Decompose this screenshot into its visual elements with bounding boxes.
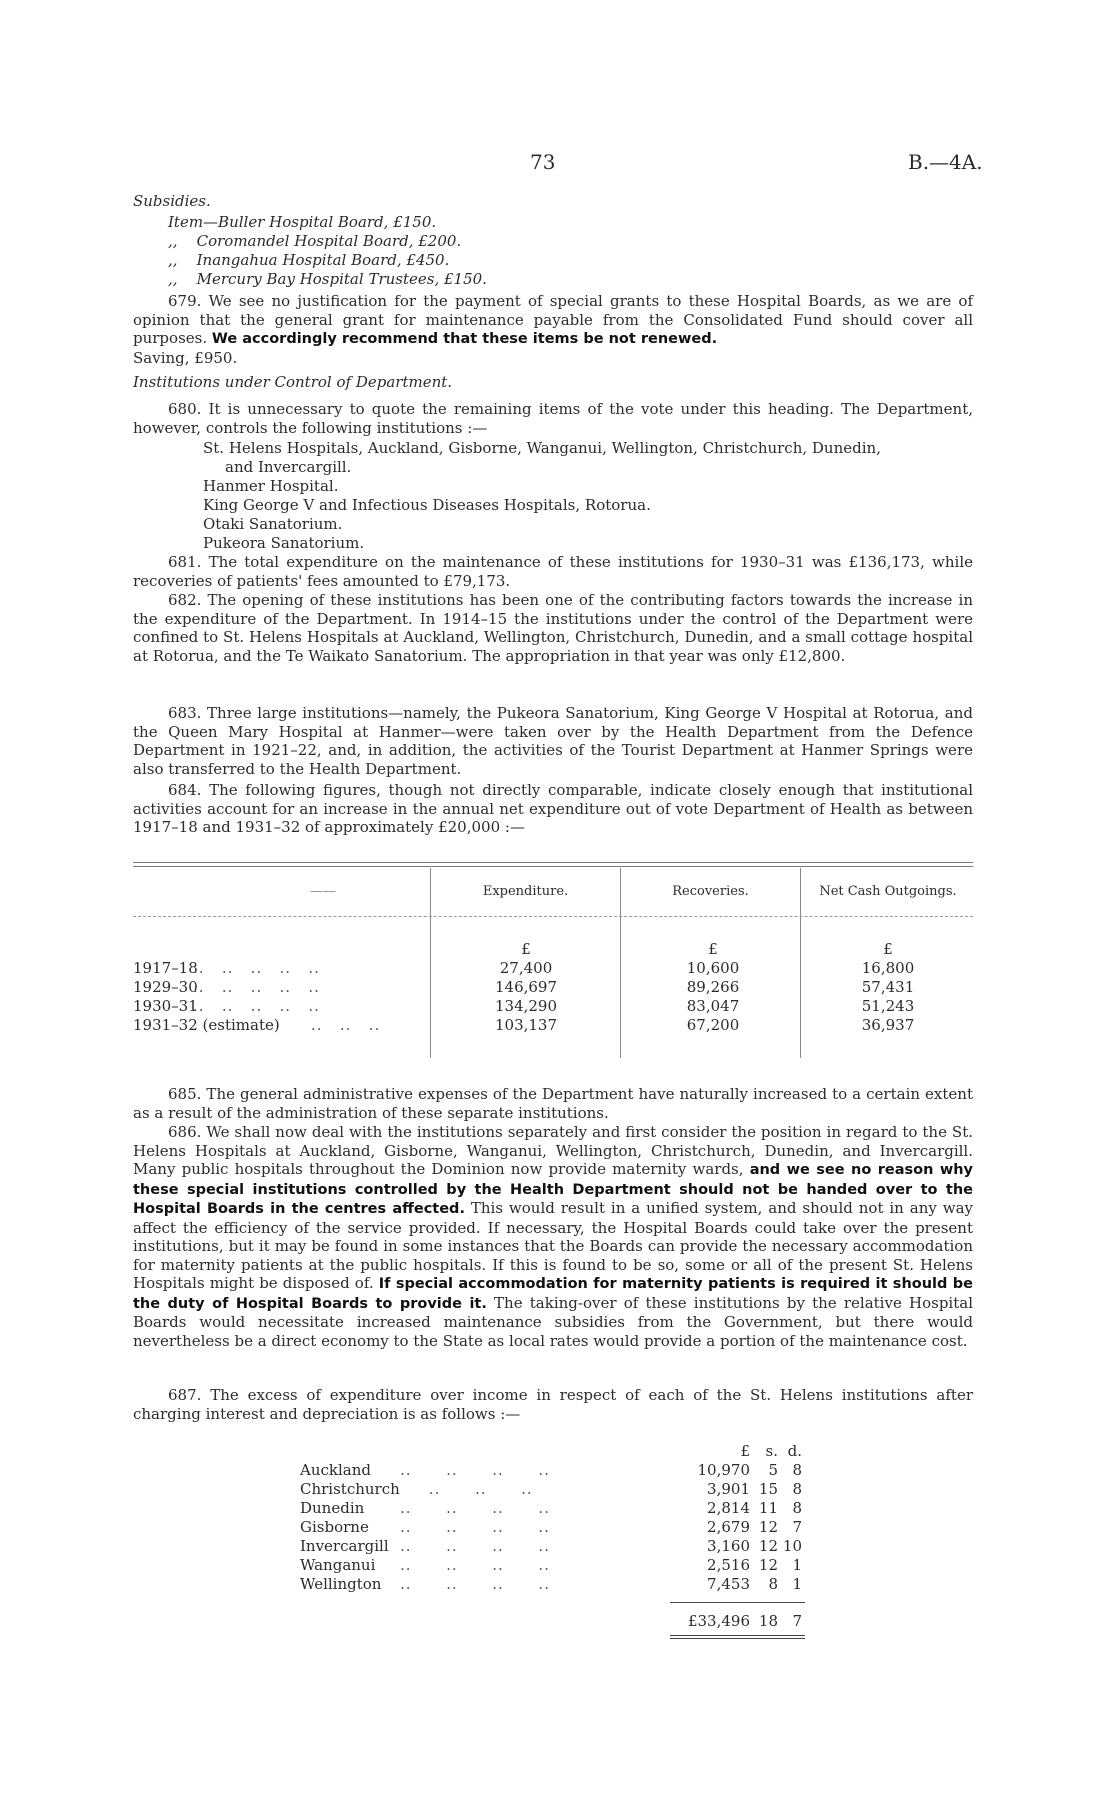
institution-list-item: Pukeora Sanatorium.	[203, 534, 365, 552]
table-row: Invercargill .. .. .. .. 3,160 12 10	[300, 1537, 802, 1555]
header-rule	[133, 916, 973, 917]
table-row: 1929–30 .. .. .. .. .. 146,697 89,266 57,431	[133, 978, 915, 996]
units-row: £ s. d.	[740, 1442, 802, 1460]
table-row: Christchurch .. .. .. 3,901 15 8	[300, 1480, 802, 1498]
institution-list-item: King George V and Infectious Diseases Hospitals, Rotorua.	[203, 496, 651, 514]
paragraph-684: 684. The following figures, though not directly comparable, indicate closely enough that institutional activities account for an increase in the annual net expenditure out of vote Department of Health as between 1917–18 and 1931–32 of approximately £20,000 :—	[133, 781, 973, 836]
total-double-rule	[670, 1635, 805, 1636]
table-row: Gisborne .. .. .. .. 2,679 12 7	[300, 1518, 802, 1536]
blank-header: ——	[310, 884, 336, 899]
subsidy-item: Item—Buller Hospital Board, £150.	[168, 213, 437, 231]
paragraph-680: 680. It is unnecessary to quote the remaining items of the vote under this heading. The Department, however, controls the following institutions :—	[133, 400, 973, 437]
paragraph-685: 685. The general administrative expenses of the Department have naturally increased to a certain extent as a result of the administration of these separate institutions.	[133, 1085, 973, 1122]
table-row: Auckland .. .. .. .. 10,970 5 8	[300, 1461, 802, 1479]
table-top-rule	[133, 866, 973, 867]
table-row: 1930–31 .. .. .. .. .. 134,290 83,047 51,243	[133, 997, 915, 1015]
subsidy-item: ,, Mercury Bay Hospital Trustees, £150.	[168, 270, 487, 288]
institution-list-item: Otaki Sanatorium.	[203, 515, 343, 533]
paragraph-682: 682. The opening of these institutions has been one of the contributing factors towards the increase in the expenditure of the Department. In 1914–15 the institutions under the control of the Department were confined to St. Helens Hospitals at Auckland, Wellington, Christchurch, Dunedin, and a small cottage hospital at Rotorua, and the Te Waikato Sanatorium. The appropriation in that year was only £12,800.	[133, 591, 973, 665]
table-row: 1931–32 (estimate) .. .. .. 103,137 67,200 36,937	[133, 1016, 915, 1034]
recommendation-bold: If special accommodation for maternity patients is required it should be the duty of Hospital Boards to provide it.	[133, 1276, 973, 1312]
institution-list-item: St. Helens Hospitals, Auckland, Gisborne, Wanganui, Wellington, Christchurch, Dunedin,	[203, 439, 881, 457]
institutions-heading: Institutions under Control of Department.	[133, 373, 453, 391]
subsidies-heading: Subsidies.	[133, 192, 211, 210]
table-row: Wanganui .. .. .. .. 2,516 12 1	[300, 1556, 802, 1574]
table-row: Dunedin .. .. .. .. 2,814 11 8	[300, 1499, 802, 1517]
total-row: £33,496 18 7	[687, 1612, 802, 1630]
saving-line: Saving, £950.	[133, 349, 238, 367]
total-double-rule	[670, 1638, 805, 1639]
table-row: Wellington .. .. .. .. 7,453 8 1	[300, 1575, 802, 1593]
paragraph-681: 681. The total expenditure on the maintenance of these institutions for 1930–31 was £136,173, while recoveries of patients' fees amounted to £79,173.	[133, 553, 973, 590]
paragraph-679: 679. We see no justification for the payment of special grants to these Hospital Boards, as we are of opinion that the general grant for maintenance payable from the Consolidated Fund should cover all purposes. We accordingly recommend that these items be not renewed.	[133, 292, 973, 347]
paragraph-687: 687. The excess of expenditure over income in respect of each of the St. Helens institutions after charging interest and depreciation is as follows :—	[133, 1386, 973, 1423]
table-row: 1917–18 .. .. .. .. .. 27,400 10,600 16,800	[133, 959, 915, 977]
recommendation-bold: and we see no reason why these special institutions controlled by the Health Department should not be handed over to the Hospital Boards in the centres affected.	[133, 1162, 973, 1217]
paragraph-686: 686. We shall now deal with the institutions separately and first consider the position in regard to the St. Helens Hospitals at Auckland, Gisborne, Wanganui, Wellington, Christchurch, Dunedin, and Invercargill. Many public hospitals throughout the Dominion now provide maternity wards, and we see no reason why these special institutions controlled by the Health Department should not be handed over to the Hospital Boards in the centres affected. This would result in a unified system, and should not in any way affect the efficiency of the service provided. If necessary, the Hospital Boards could take over the present institutions, but it may be found in some instances that the Boards can provide the necessary accommodation for maternity patients at the public hospitals. If this is found to be so, some or all of the present St. Helens Hospitals might be disposed of. If special accommodation for maternity patients is required it should be the duty of Hospital Boards to provide it. The taking-over of these institutions by the relative Hospital Boards would necessitate increased maintenance subsidies from the Government, but there would nevertheless be a direct economy to the State as local rates would provide a portion of the maintenance cost.	[133, 1123, 973, 1350]
paragraph-683: 683. Three large institutions—namely, the Pukeora Sanatorium, King George V Hospital at Rotorua, and the Queen Mary Hospital at Hanmer—were taken over by the Health Department from the Defence Department in 1921–22, and, in addition, the activities of the Tourist Department at Hanmer Springs were also transferred to the Health Department.	[133, 704, 973, 778]
column-header: Recoveries.	[672, 884, 749, 899]
institution-list-item: Hanmer Hospital.	[203, 477, 339, 495]
total-rule	[670, 1602, 805, 1603]
recommendation-bold: We accordingly recommend that these items be not renewed.	[211, 331, 718, 347]
column-header: Expenditure.	[482, 884, 569, 899]
page-number: 73	[530, 150, 556, 174]
document-code: B.—4A.	[908, 150, 983, 174]
institution-list-item: and Invercargill.	[225, 458, 352, 476]
units-row: £ £ £	[521, 940, 893, 958]
subsidy-item: ,, Inangahua Hospital Board, £450.	[168, 251, 450, 269]
column-header: Net Cash Outgoings.	[819, 884, 957, 899]
subsidy-item: ,, Coromandel Hospital Board, £200.	[168, 232, 462, 250]
table-top-rule	[133, 862, 973, 863]
